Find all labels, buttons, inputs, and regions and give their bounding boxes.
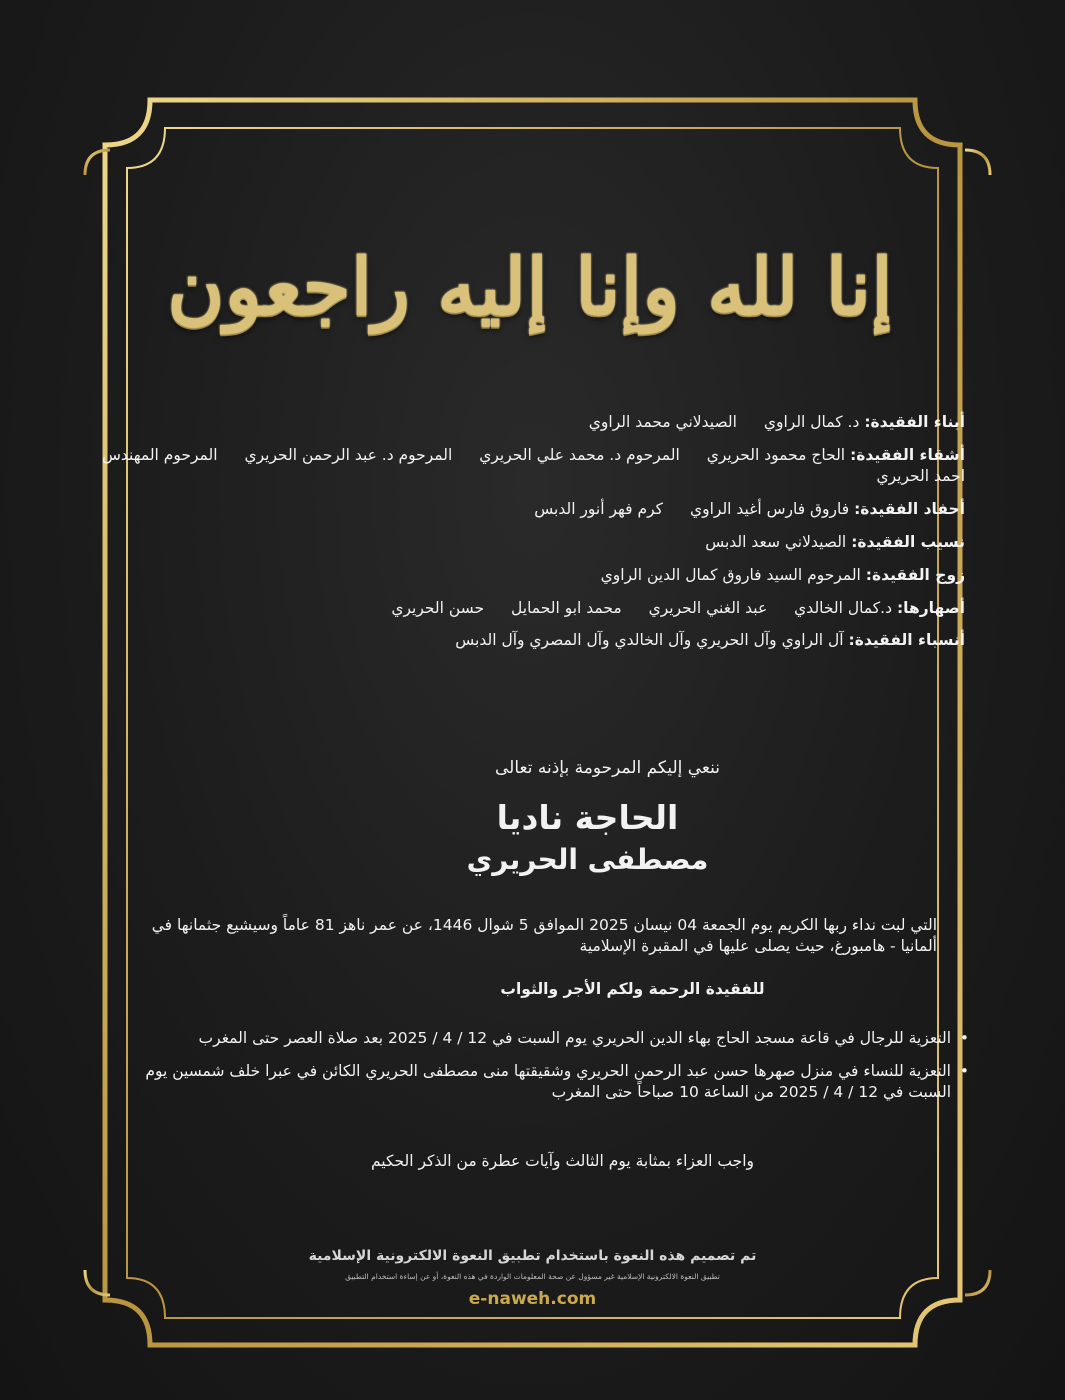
- announcement-intro: ننعي إليكم المرحومة بإذنه تعالى: [495, 758, 720, 778]
- website-link[interactable]: e-naweh.com: [468, 1289, 597, 1309]
- family-value: الصيدلاني سعد الدبس: [705, 532, 847, 551]
- list-item: [100, 1028, 969, 1049]
- list-item: [100, 1061, 969, 1103]
- footer: [100, 1248, 965, 1309]
- family-label: أشقاء الفقيدة:: [850, 445, 965, 464]
- family-label: زوج الفقيدة:: [865, 565, 965, 584]
- family-row-relatives: [100, 630, 965, 651]
- family-label: أنسباء الفقيدة:: [848, 631, 965, 650]
- family-row-grandchildren: [100, 499, 965, 520]
- family-value: فاروق فارس أغيد الراوي: [689, 499, 850, 518]
- family-label: أصهارها:: [896, 598, 965, 617]
- prayer-line: [100, 980, 965, 998]
- bullet-icon: •: [959, 1029, 969, 1047]
- calligraphy-header: [167, 180, 893, 395]
- family-value: عبد الغني الحريري: [648, 598, 768, 617]
- calligraphy-text: إنا لله وإنا إليه راجعون: [167, 242, 893, 333]
- family-row-siblings: [100, 445, 965, 487]
- family-value: حسن الحريري: [391, 598, 485, 617]
- mourning-text: واجب العزاء بمثابة يوم الثالث وآيات عطرة من الذكر الحكيم: [370, 1152, 755, 1170]
- family-row-husband: [100, 565, 965, 586]
- announcement: [100, 758, 965, 876]
- family-value: آل الراوي وآل الحريري وآل الخالدي وآل المصري وآل الدبس: [455, 631, 844, 650]
- mourning-note: [100, 1152, 965, 1170]
- condolence-text: التعزية للنساء في منزل صهرها حسن عبد الرحمن الحريري وشقيقتها منى مصطفى الحريري الكائن في عبرا خلف شمسين يوم السبت في 12 / 4 / 2025 من الساعة 10 صباحاً حتى المغرب: [145, 1061, 951, 1101]
- family-label: أحفاد الفقيدة:: [854, 499, 965, 518]
- family-value: د. كمال الراوي: [763, 413, 860, 431]
- deceased-name-line2: مصطفى الحريري: [466, 843, 709, 876]
- family-row-sons-in-law: [100, 598, 965, 619]
- family-value: الصيدلاني محمد الراوي: [588, 413, 737, 431]
- family-row-sons: [100, 412, 965, 433]
- deceased-name-line1: الحاجة ناديا: [496, 798, 679, 837]
- condolence-list: [100, 1028, 969, 1115]
- footer-disclaimer: تطبيق النعوة الالكترونية الإسلامية غير مسؤول عن صحة المعلومات الواردة في هذه النعوة، أو عن إساءة استخدام التطبيق: [345, 1272, 720, 1281]
- condolence-text: التعزية للرجال في قاعة مسجد الحاج بهاء الدين الحريري يوم السبت في 12 / 4 / 2025 بعد صلاة العصر حتى المغرب: [198, 1029, 951, 1047]
- family-value: المرحوم السيد فاروق كمال الدين الراوي: [600, 565, 861, 584]
- family-value: الحاج محمود الحريري: [706, 445, 846, 464]
- family-label: نسيب الفقيدة:: [851, 532, 965, 551]
- death-details: التي لبت نداء ربها الكريم يوم الجمعة 04 نيسان 2025 الموافق 5 شوال 1446، عن عمر ناهز 81 عاماً وسيشيع جثمانها في ألمانيا - هامبورغ، حيث يصلى عليها في المقبرة الإسلامية: [151, 916, 937, 955]
- family-value: المرحوم المهندس احمد الحريري: [101, 445, 965, 485]
- family-value: محمد ابو الحمايل: [511, 598, 622, 617]
- family-value: كرم فهر أنور الدبس: [534, 499, 664, 518]
- family-list: [100, 412, 965, 663]
- footer-credit: تم تصميم هذه النعوة باستخدام تطبيق النعوة الالكترونية الإسلامية: [308, 1248, 757, 1264]
- family-label: أبناء الفقيدة:: [864, 413, 965, 431]
- family-value: المرحوم د. عبد الرحمن الحريري: [244, 445, 453, 464]
- family-value: المرحوم د. محمد علي الحريري: [479, 445, 680, 464]
- family-value: د.كمال الخالدي: [794, 598, 893, 617]
- bullet-icon: •: [959, 1061, 969, 1080]
- family-row-in-law: [100, 532, 965, 553]
- prayer-text: للفقيدة الرحمة ولكم الأجر والثواب: [500, 980, 765, 998]
